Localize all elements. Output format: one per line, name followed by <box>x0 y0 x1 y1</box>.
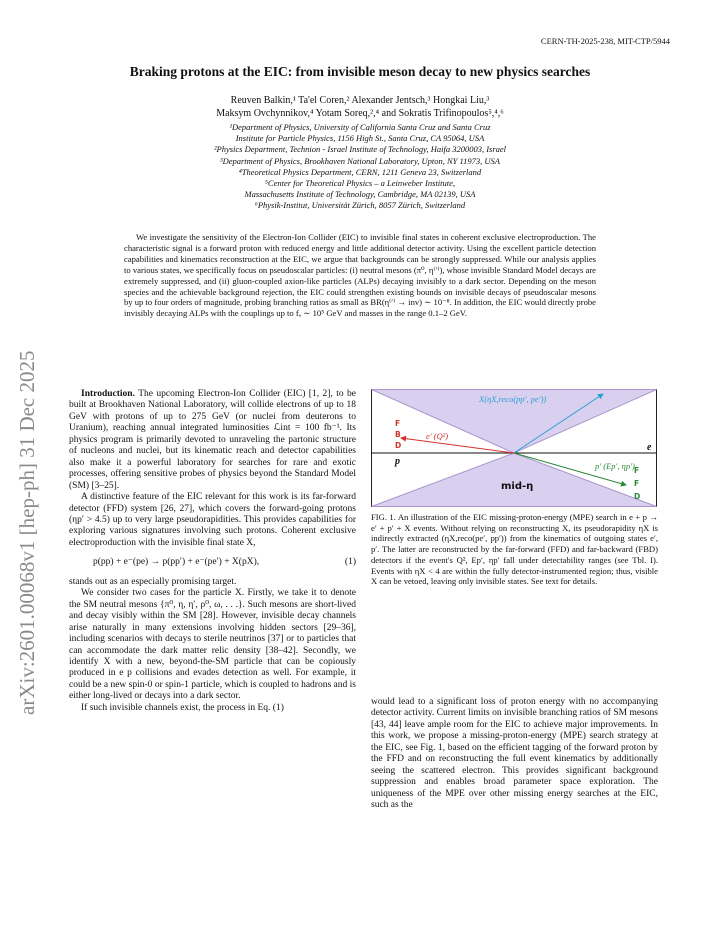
proton-label: p′ (Ep′, ηp′) <box>595 461 635 471</box>
intro-paragraph-1 <box>69 389 356 492</box>
mid-eta-label: mid-η <box>501 481 534 492</box>
beam-p-label: p <box>395 456 400 467</box>
equation-number: (1) <box>344 557 356 568</box>
author-list <box>100 94 620 120</box>
affiliation-line: ⁴Theoretical Physics Department, CERN, 1211 Geneva 23, Switzerland <box>238 166 482 177</box>
affiliation-line: ²Physics Department, Technion - Israel Institute of Technology, Haifa 3200003, Israel <box>213 144 507 155</box>
right-column <box>371 697 658 812</box>
affiliation-line: ⁵Center for Theoretical Physics – a Leinweber Institute, <box>264 178 456 189</box>
fbd-letter: F <box>395 419 401 428</box>
affiliation-line: ³Department of Physics, Brookhaven National Laboratory, Upton, NY 11973, USA <box>220 155 500 166</box>
affiliations <box>110 122 610 212</box>
intro-paragraph-4: We consider two cases for the particle X. Firstly, we take it to denote the SM neutral mesons {π⁰, η, η′, ρ⁰, ω, . . .}. Such mesons are short-lived and decay visibly within the SM [28]. However, invisible decay channels arise naturally in many extensions involving hidden sectors [29–36], including scenarios with decays to sterile neutrinos [37] or to particles that can accommodate the dark matter relic density [38–42]. Secondly, we identify X with a new, beyond-the-SM particle that can be copiously produced in e p collisions and evades detection as well. For example, it could be a new spin-0 or spin-1 particle, which is coupled to hadrons and is either long-lived or decays into a dark sector. <box>69 588 356 702</box>
electron-label: e′ (Q²) <box>426 431 449 441</box>
figure-1 <box>371 389 657 507</box>
fbd-letter: D <box>395 441 402 450</box>
intro-text-1: The upcoming Electron-Ion Collider (EIC) [1, 2], to be built at Brookhaven National Laboratory, will collide electrons of up to 18 GeV with protons of up to 275 GeV (or nuclei from deuterons to Uranium), reaching annual integrated luminosities ℒint = 100 fb⁻¹. Its physics program is primarily devoted to unraveling the partonic structure of nucleons and nuclei, but its kinematic reach and detector capabilities also make it a powerful laboratory for searches for rare and exotic processes, offering sensitive probes of physics beyond the Standard Model (SM) [3–25]. <box>69 389 356 491</box>
ffd-letter: D <box>634 492 641 501</box>
affiliation-line: Massachusetts Institute of Technology, Cambridge, MA 02139, USA <box>244 189 476 200</box>
intro-heading: Introduction. <box>81 389 135 399</box>
author-line-2: Maksym Ovchynnikov,⁴ Yotam Soreq,²,⁴ and Sokratis Trifinopoulos⁵,⁴,⁶ <box>216 108 504 119</box>
report-number: CERN-TH-2025-238, MIT-CTP/5944 <box>540 36 670 46</box>
figure-1-diagram <box>371 389 657 507</box>
ffd-letter: F <box>634 466 640 475</box>
paper-title: Braking protons at the EIC: from invisible meson decay to new physics searches <box>129 64 591 79</box>
author-line-1: Reuven Balkin,¹ Ta'el Coren,² Alexander Jentsch,³ Hongkai Liu,³ <box>230 95 490 106</box>
arxiv-stamp <box>8 140 44 740</box>
affiliation-line: ¹Department of Physics, University of California Santa Cruz and Santa Cruz <box>229 122 491 132</box>
abstract: We investigate the sensitivity of the Electron-Ion Collider (EIC) to invisible final states in coherent exclusive electroproduction. The characteristic signal is a forward proton with reduced energy and little additional detector activity. Using the excellent particle detection capabilities and kinematics reconstruction at the EIC, we argue that backgrounds can be strongly suppressed. While our analysis applies to various states, we specifically focus on pseudoscalar particles: (i) neutral mesons (π⁰, η⁽′⁾), whose invisible Standard Model decays are extremely suppressed, and (ii) gluon-coupled axion-like particles (ALPs) decaying invisibly to a dark sector. Depending on the meson species and the achievable background rejection, the EIC could strengthen existing bounds on invisible decays of pseudoscalar mesons by up to four orders of magnitude, probing branching ratios as small as BR(η⁽′⁾ → inv) ∼ 10⁻⁸. In addition, the EIC would directly probe invisibly decaying ALPs with the couplings up to fₐ ∼ 10⁵ GeV and masses in the range 0.1–2 GeV. <box>124 232 596 319</box>
intro-paragraph-5: If such invisible channels exist, the process in Eq. (1) <box>81 702 284 713</box>
fbd-letter: B <box>395 430 401 439</box>
intro-paragraph-2: A distinctive feature of the EIC relevant for this work is its far-forward detector (FFD) system [26, 27], which covers the forward-going protons (ηp′ > 4.5) up to very large pseudorapidities. This provides capabilities for exploring various signatures involving such protons. Coherent exclusive electroproduction with the invisible final state X, <box>69 492 356 548</box>
equation-1 <box>69 557 356 568</box>
arxiv-stamp-text: arXiv:2601.00068v1 [hep-ph] 31 Dec 2025 <box>15 350 39 715</box>
ffd-letter: F <box>634 479 640 488</box>
right-paragraph: would lead to a significant loss of proton energy with no accompanying detector activity. Current limits on invisible branching ratios of SM mesons [43, 44] leave ample room for the EIC to achieve major improvements. In this work, we propose a missing-proton-energy (MPE) search strategy at the EIC, see Fig. 1, based on the efficient tagging of the forward proton by the FFD and on reconstructing the full event kinematics by additionally seeing the scattered electron. This provides significant background suppression and enables broad parameter space exploration. The uniqueness of the MPE over other missing energy searches at the EIC, such as the <box>371 697 658 811</box>
intro-paragraph-3: stands out as an especially promising target. <box>69 576 237 587</box>
affiliation-line: ⁶Physik-Institut, Universität Zürich, 8057 Zürich, Switzerland <box>254 200 466 211</box>
affiliation-line: Institute for Particle Physics, 1156 High St., Santa Cruz, CA 95064, USA <box>235 133 485 144</box>
left-column <box>69 389 356 714</box>
x-label: X(ηX,reco(pp′, pe′)) <box>479 394 547 404</box>
figure-caption: FIG. 1. An illustration of the EIC missing-proton-energy (MPE) search in e + p → e′ + p′ + X events. Without relying on reconstructing X, its pseudorapidity ηX is indirectly extracted (ηX,reco(pe′, pp′)) from the kinematics of outgoing states e′, p′. The latter are reconstructed by the far-forward (FFD) and far-backward (FBD) detectors if the event's Q², Ep′, ηp′ fall under detectability ranges (see Tbl. I). Events with ηX < 4 are within the fully detector-instrumented region; thus, visible X can be vetoed, leaving only invisible states. See text for details. <box>371 512 658 587</box>
beam-e-label: e <box>647 442 652 453</box>
equation-body: p(pp) + e⁻(pe) → p(pp′) + e⁻(pe′) + X(pX), <box>93 557 260 568</box>
arxiv-stamp-svg <box>8 140 44 740</box>
